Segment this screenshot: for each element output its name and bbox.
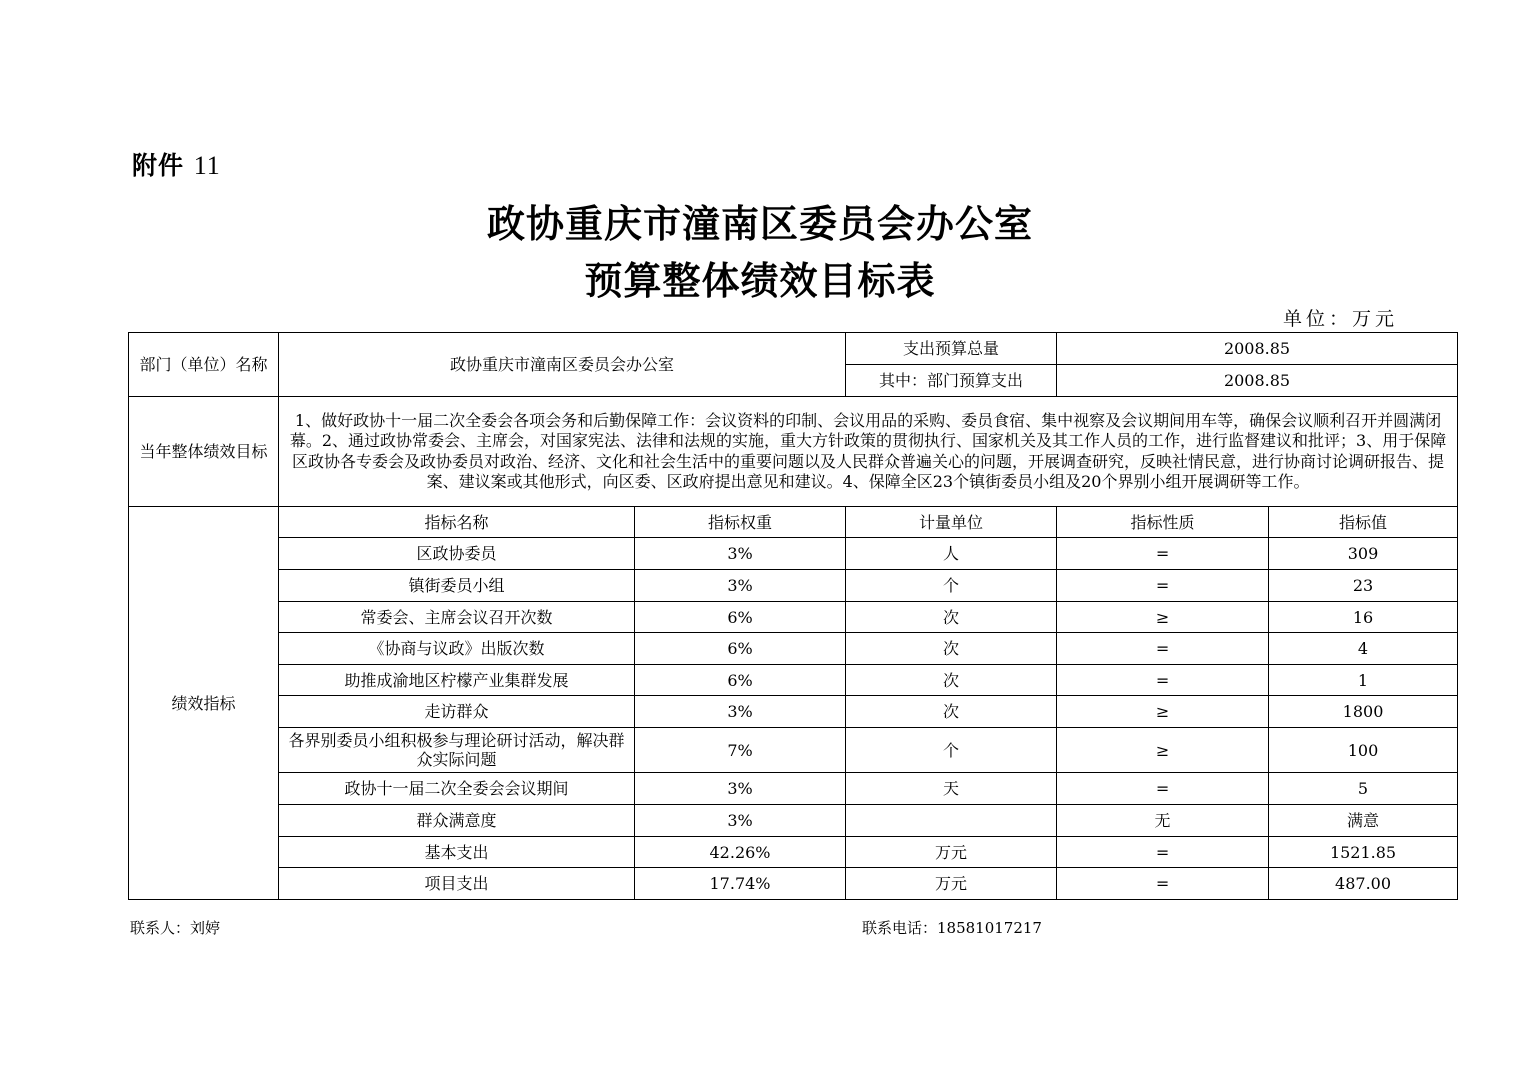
indicator-header-nature: 指标性质 xyxy=(1057,507,1269,538)
indicator-header-name: 指标名称 xyxy=(279,507,635,538)
budget-total-label: 支出预算总量 xyxy=(846,333,1057,365)
indicator-unit: 次 xyxy=(846,696,1057,728)
indicator-value: 1 xyxy=(1269,665,1458,696)
indicator-value: 1800 xyxy=(1269,696,1458,728)
indicator-weight: 42.26% xyxy=(635,837,846,868)
indicator-unit: 次 xyxy=(846,633,1057,665)
indicator-nature: = xyxy=(1057,538,1269,570)
indicator-value: 23 xyxy=(1269,570,1458,602)
indicators-label: 绩效指标 xyxy=(129,507,279,900)
indicator-nature: ≥ xyxy=(1057,728,1269,773)
indicator-nature: 无 xyxy=(1057,805,1269,837)
indicator-nature: = xyxy=(1057,570,1269,602)
dept-value: 政协重庆市潼南区委员会办公室 xyxy=(279,333,846,397)
dept-label: 部门（单位）名称 xyxy=(129,333,279,397)
table-row xyxy=(129,665,1458,696)
table-row xyxy=(129,602,1458,633)
indicator-value: 5 xyxy=(1269,773,1458,805)
table-row xyxy=(129,868,1458,900)
indicator-nature: = xyxy=(1057,868,1269,900)
header-row-1 xyxy=(129,333,1458,365)
indicator-name: 常委会、主席会议召开次数 xyxy=(279,602,635,633)
indicator-name: 走访群众 xyxy=(279,696,635,728)
indicator-name: 镇街委员小组 xyxy=(279,570,635,602)
indicator-weight: 17.74% xyxy=(635,868,846,900)
indicator-nature: = xyxy=(1057,633,1269,665)
indicator-value: 满意 xyxy=(1269,805,1458,837)
indicator-weight: 7% xyxy=(635,728,846,773)
indicator-weight: 3% xyxy=(635,805,846,837)
unit-label: 单位：万元 xyxy=(1283,308,1399,330)
contact-person: 联系人：刘婷 xyxy=(130,919,221,937)
indicator-nature: ≥ xyxy=(1057,696,1269,728)
table-row xyxy=(129,837,1458,868)
table-row xyxy=(129,805,1458,837)
contact-phone: 联系电话：18581017217 xyxy=(862,919,1042,937)
page-title: 政协重庆市潼南区委员会办公室 xyxy=(486,201,1033,246)
goal-text: 1、做好政协十一届二次全委会各项会务和后勤保障工作：会议资料的印制、会议用品的采购、委员食宿、集中视察及会议期间用车等，确保会议顺利召开并圆满闭幕。2、通过政协常委会、主席会，对国家宪法、法律和法规的实施，重大方针政策的贯彻执行、国家机关及其工作人员的工作，进行监督建议和批评；3、用于保障区政协各专委会及政协委员对政治、经济、文化和社会生活中的重要问题以及人民群众普遍关心的问题，开展调查研究，反映社情民意，进行协商讨论调研报告、提案、建议案或其他形式，向区委、区政府提出意见和建议。4、保障全区23个镇街委员小组及20个界别小组开展调研等工作。 xyxy=(279,397,1458,507)
indicator-nature: ≥ xyxy=(1057,602,1269,633)
indicator-header-unit: 计量单位 xyxy=(846,507,1057,538)
indicator-unit: 天 xyxy=(846,773,1057,805)
dept-budget-label: 其中：部门预算支出 xyxy=(846,365,1057,397)
indicator-weight: 6% xyxy=(635,633,846,665)
indicator-weight: 6% xyxy=(635,602,846,633)
indicator-header-value: 指标值 xyxy=(1269,507,1458,538)
indicator-weight: 3% xyxy=(635,773,846,805)
attachment-word: 附件 xyxy=(132,151,185,180)
indicator-name: 《协商与议政》出版次数 xyxy=(279,633,635,665)
indicator-unit: 个 xyxy=(846,570,1057,602)
page-subtitle: 预算整体绩效目标表 xyxy=(584,258,936,303)
attachment-label xyxy=(132,146,221,182)
indicator-unit xyxy=(846,805,1057,837)
indicator-weight: 6% xyxy=(635,665,846,696)
indicator-name: 区政协委员 xyxy=(279,538,635,570)
goal-label: 当年整体绩效目标 xyxy=(129,397,279,507)
performance-table xyxy=(128,332,1458,900)
indicator-weight: 3% xyxy=(635,538,846,570)
indicator-value: 4 xyxy=(1269,633,1458,665)
table-row xyxy=(129,773,1458,805)
goal-row xyxy=(129,397,1458,507)
indicator-unit: 个 xyxy=(846,728,1057,773)
indicator-name: 群众满意度 xyxy=(279,805,635,837)
indicator-name: 政协十一届二次全委会会议期间 xyxy=(279,773,635,805)
indicator-nature: = xyxy=(1057,773,1269,805)
indicator-unit: 人 xyxy=(846,538,1057,570)
indicator-unit: 次 xyxy=(846,602,1057,633)
indicator-value: 16 xyxy=(1269,602,1458,633)
indicator-header-row xyxy=(129,507,1458,538)
indicator-weight: 3% xyxy=(635,570,846,602)
attachment-number: 11 xyxy=(193,151,221,180)
budget-total-value: 2008.85 xyxy=(1057,333,1458,365)
indicator-name: 各界别委员小组积极参与理论研讨活动，解决群众实际问题 xyxy=(279,728,635,773)
table-row xyxy=(129,538,1458,570)
indicator-value: 309 xyxy=(1269,538,1458,570)
indicator-unit: 万元 xyxy=(846,868,1057,900)
indicator-name: 基本支出 xyxy=(279,837,635,868)
table-row xyxy=(129,570,1458,602)
table-row xyxy=(129,633,1458,665)
indicator-weight: 3% xyxy=(635,696,846,728)
indicator-value: 100 xyxy=(1269,728,1458,773)
indicator-name: 助推成渝地区柠檬产业集群发展 xyxy=(279,665,635,696)
dept-budget-value: 2008.85 xyxy=(1057,365,1458,397)
indicator-name: 项目支出 xyxy=(279,868,635,900)
indicator-header-weight: 指标权重 xyxy=(635,507,846,538)
indicator-unit: 次 xyxy=(846,665,1057,696)
indicator-nature: = xyxy=(1057,837,1269,868)
indicator-unit: 万元 xyxy=(846,837,1057,868)
indicator-nature: = xyxy=(1057,665,1269,696)
indicator-value: 1521.85 xyxy=(1269,837,1458,868)
table-row xyxy=(129,728,1458,773)
table-row xyxy=(129,696,1458,728)
indicator-value: 487.00 xyxy=(1269,868,1458,900)
